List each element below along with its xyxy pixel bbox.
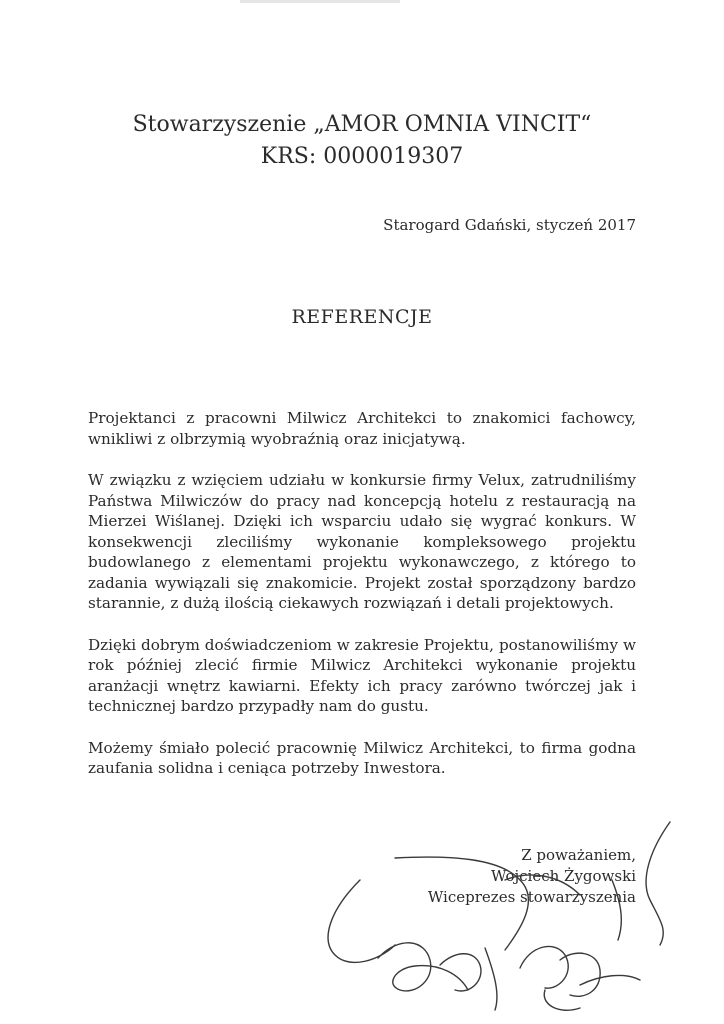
paragraph-1: Projektanci z pracowni Milwicz Architekci to znakomici fachowcy, wnikliwi z olbrzymią wyobraźnią oraz inicjatywą. bbox=[88, 409, 636, 448]
paragraph-2: W związku z wzięciem udziału w konkursie firmy Velux, zatrudniliśmy Państwa Milwiczów do pracy nad koncepcją hotelu z restauracją na Mierzei Wiślanej. Dzięki ich wsparciu udało się wygrać konkurs. W konsekwencji zleciliśmy wykonanie kompleksowego projektu budowlanego z elementami projektu wykonawczego, z którego to zadania wywiązali się znakomicie. Projekt został sporządzony bardzo starannie, z dużą ilością ciekawych rozwiązań i detali projektowych. bbox=[88, 471, 636, 612]
letter-body bbox=[88, 408, 636, 800]
krs-number: KRS: 0000019307 bbox=[260, 144, 464, 169]
organization-name: Stowarzyszenie „AMOR OMNIA VINCIT“ bbox=[132, 112, 592, 137]
closing-greeting: Z poważaniem, bbox=[521, 846, 636, 864]
signatory-name: Wojciech Żygowski bbox=[491, 867, 636, 885]
place-and-date: Starogard Gdański, styczeń 2017 bbox=[383, 216, 636, 234]
letterhead bbox=[0, 109, 724, 173]
signatory-role: Wiceprezes stowarzyszenia bbox=[427, 888, 636, 906]
paragraph-4: Możemy śmiało polecić pracownię Milwicz Architekci, to firma godna zaufania solidna i ceniąca potrzeby Inwestora. bbox=[88, 738, 636, 777]
document-title: REFERENCJE bbox=[291, 306, 433, 328]
paragraph-3: Dzięki dobrym doświadczeniom w zakresie Projektu, postanowiliśmy w rok później zlecić firmie Milwicz Architekci wykonanie projektu aranżacji wnętrz kawiarni. Efekty ich pracy zarówno twórczej jak i technicznej bardzo przypadły nam do gustu. bbox=[88, 635, 636, 715]
closing-block bbox=[428, 845, 636, 908]
scan-edge bbox=[240, 0, 400, 3]
